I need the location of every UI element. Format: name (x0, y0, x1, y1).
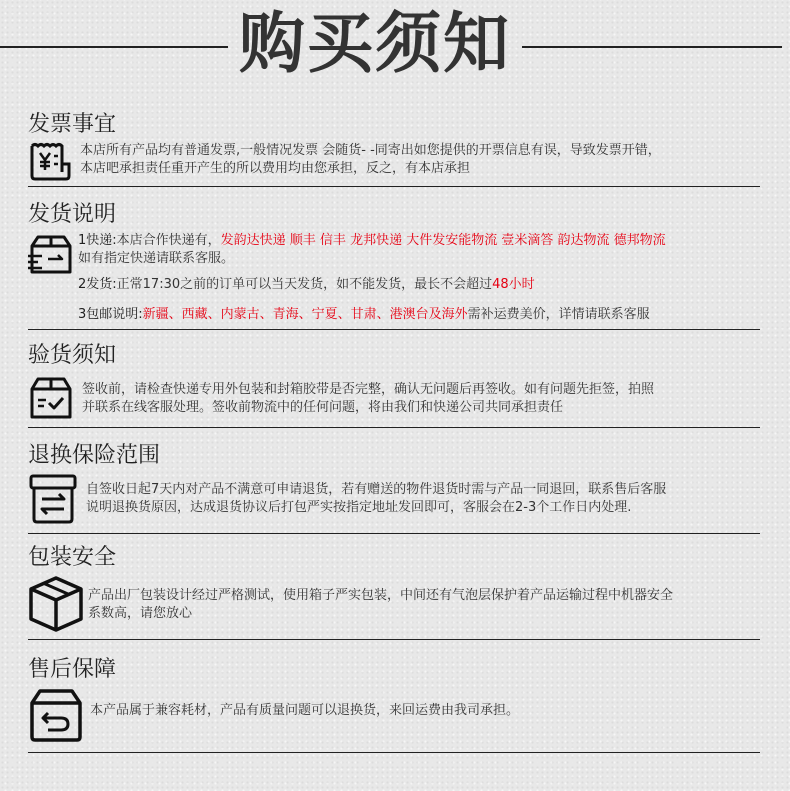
section-title: 包装安全 (28, 545, 117, 570)
return-box-icon (28, 687, 84, 743)
invoice-yuan-icon (28, 142, 72, 182)
excluded-regions: 新疆、西藏、内蒙古、青海、宁夏、甘肃、港澳台及海外 (142, 307, 468, 322)
inspection-line-2: 并联系在线客服处理。签收前物流中的任何问题，将由我们和快递公司共同承担责任 (82, 400, 564, 415)
packaging-line-1: 产品出厂包装设计经过严格测试，使用箱子严实包装，中间还有气泡层保护着产品运输过程中机器安全 (88, 588, 674, 603)
page-title: 购买须知 (239, 5, 511, 82)
invoice-line-1: 本店所有产品均有普通发票,一般情况发票 会随货- -同寄出如您提供的开票信息有误，导致发票开错， (80, 143, 661, 158)
box-check-icon (28, 375, 74, 421)
shipping-item-free-shipping (78, 306, 768, 324)
section-divider (28, 533, 760, 534)
courier-partners: 发韵达快递 顺丰 信丰 龙邦快递 大件发安能物流 壹米滴答 韵达物流 德邦物流 (220, 233, 666, 248)
section-divider (28, 329, 760, 330)
courier-text: 本店合作快递有， (116, 233, 221, 248)
aftersales-line-1: 本产品属于兼容耗材，产品有质量问题可以退换货，来回运费由我司承担。 (90, 703, 520, 718)
invoice-text (80, 142, 760, 178)
exchange-box-icon (28, 473, 78, 525)
invoice-line-2: 本店吧承担责任重开产生的所以费用均由您承担，反之，有本店承担 (80, 161, 471, 176)
section-inspection (28, 343, 760, 429)
packaging-line-2: 系数高，请您放心 (88, 606, 193, 621)
shipping-item-dispatch (78, 276, 768, 294)
dispatch-max-time: 48小时 (492, 277, 535, 292)
page-header (0, 0, 790, 95)
section-title: 验货须知 (28, 343, 117, 368)
dispatch-text: 正常17:30之前的订单可以当天发货，如不能发货，最长不会超过 (116, 277, 493, 292)
section-title: 发货说明 (28, 202, 117, 227)
section-divider (28, 427, 760, 428)
section-title: 售后保障 (28, 657, 117, 682)
section-divider (28, 639, 760, 640)
section-shipping (28, 202, 760, 332)
section-invoice (28, 112, 760, 188)
inspection-line-1: 签收前，请检查快递专用外包装和封箱胶带是否完整，确认无问题后再签收。如有问题先拒签，拍照 (82, 382, 655, 397)
section-title: 发票事宜 (28, 112, 117, 137)
returns-line-2: 说明退换货原因，达成退货协议后打包严实按指定地址发回即可，客服会在2-3个工作日内处理. (86, 500, 632, 515)
shipping-item-courier (78, 232, 768, 268)
packaging-text (88, 587, 764, 623)
delivery-box-icon (28, 232, 74, 276)
free-shipping-label: 3包邮说明: (78, 307, 143, 322)
package-cube-icon (28, 575, 84, 633)
section-title: 退换保险范围 (28, 443, 161, 468)
free-shipping-text: 需补运费美价，详情请联系客服 (467, 307, 650, 322)
header-rule-right (522, 46, 782, 48)
courier-label: 1快递: (78, 233, 117, 248)
returns-line-1: 自签收日起7天内对产品不满意可申请退货，若有赠送的物件退货时需与产品一同退回，联系售后客服 (86, 482, 667, 497)
header-rule-left (0, 46, 228, 48)
inspection-text (82, 381, 762, 417)
dispatch-label: 2发货: (78, 277, 117, 292)
section-aftersales (28, 657, 760, 755)
section-divider (28, 752, 760, 753)
section-packaging (28, 545, 760, 641)
section-returns (28, 443, 760, 535)
returns-text (86, 481, 762, 517)
aftersales-text (90, 702, 760, 720)
courier-line-2: 如有指定快递请联系客服。 (78, 251, 235, 266)
section-divider (28, 186, 760, 187)
